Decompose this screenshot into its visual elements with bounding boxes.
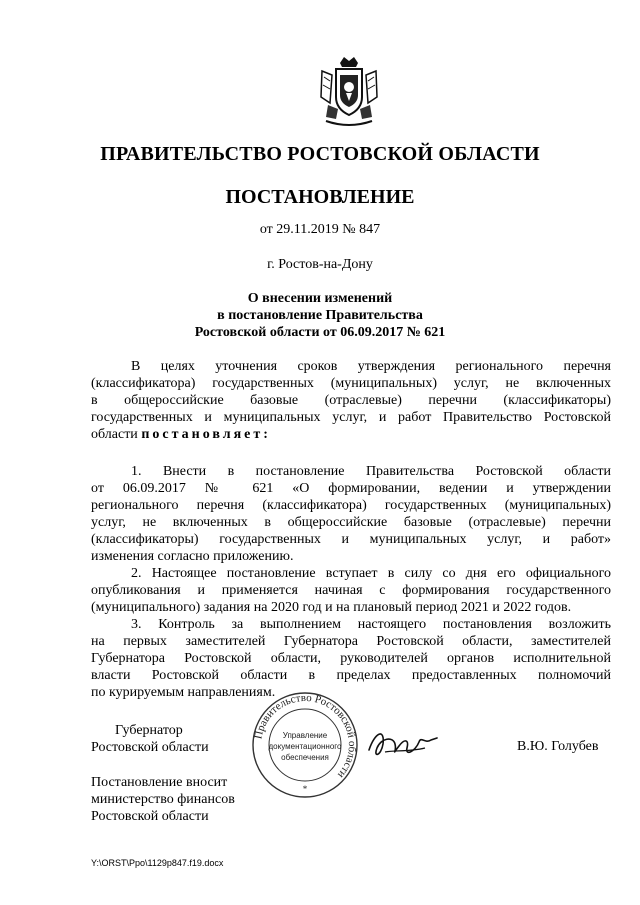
introduced-line: министерство финансов: [91, 792, 235, 807]
subject-line: в постановление Правительства: [217, 308, 423, 323]
subject-line: Ростовской области от 06.09.2017 № 621: [194, 325, 446, 340]
official-seal-stamp: [250, 690, 360, 800]
signatory-position: [91, 722, 209, 756]
text-line: услуг, не включенных в общероссийские базовые (отраслевые) перечни: [91, 515, 611, 530]
stamp-outer-text: Правительство Ростовской области: [252, 691, 359, 781]
text-line: на первых заместителей Губернатора Ростовской области, заместителей: [91, 634, 611, 649]
file-path-footer: Y:\ORST\Ppo\1129p847.f19.docx: [91, 858, 224, 868]
text-line: по курируемым направлениям.: [91, 685, 276, 700]
text-line: 3. Контроль за выполнением настоящего постановления возложить: [131, 617, 611, 632]
text-line: государственных и муниципальных услуг, и работ Правительство Ростовской: [91, 410, 611, 425]
stamp-inner-line: Управление: [282, 731, 328, 740]
decree-item-2: [91, 565, 611, 616]
document-date-number: от 29.11.2019 № 847: [259, 222, 381, 237]
stamp-inner-line: обеспечения: [281, 753, 329, 762]
text-line: в общероссийские базовые (отраслевые) перечни (классификаторы): [91, 393, 611, 408]
position-line: Губернатор: [115, 723, 183, 738]
text-line: власти Ростовской области в пределах предоставленных полномочий: [91, 668, 611, 683]
text-line: изменения согласно приложению.: [91, 549, 294, 564]
text-line: (муниципального) задания на 2020 год и на плановый период 2021 и 2022 годов.: [91, 600, 572, 615]
text-line: опубликования и применяется начиная с формирования государственного: [91, 583, 611, 598]
text-line: Губернатора Ростовской области, руководителей органов исполнительной: [91, 651, 611, 666]
introduced-line: Постановление вносит: [91, 775, 228, 790]
text-line: 1. Внести в постановление Правительства Ростовской области: [131, 464, 611, 479]
text-line: от 06.09.2017 № 621 «О формировании, ведении и утверждении: [91, 481, 611, 496]
handwritten-signature: [365, 722, 440, 764]
preamble-paragraph: [91, 358, 611, 443]
subject-line: О внесении изменений: [247, 291, 393, 306]
stamp-star-icon: *: [302, 784, 308, 794]
decree-item-3: [91, 616, 611, 701]
document-city: г. Ростов-на-Дону: [267, 257, 373, 272]
text-line: 2. Настоящее постановление вступает в силу со дня его официального: [131, 566, 611, 581]
text-line: (классификаторы) государственных и муниципальных услуг, и работ»: [91, 532, 611, 547]
introduced-by: [91, 774, 235, 825]
text-line: В целях уточнения сроков утверждения регионального перечня: [131, 359, 611, 374]
text-fragment: области: [91, 427, 138, 442]
text-line: регионального перечня (классификатора) государственных (муниципальных): [91, 498, 611, 513]
document-type: ПОСТАНОВЛЕНИЕ: [225, 186, 415, 208]
decree-item-1: [91, 463, 611, 565]
document-subject: [0, 290, 640, 341]
position-line: Ростовской области: [91, 740, 209, 755]
introduced-line: Ростовской области: [91, 809, 209, 824]
government-title: ПРАВИТЕЛЬСТВО РОСТОВСКОЙ ОБЛАСТИ: [100, 143, 540, 165]
coat-of-arms-emblem: [318, 57, 380, 127]
decree-verb: постановляет:: [141, 427, 271, 442]
text-line: (классификатора) государственных (муниципальных) услуг, не включенных: [91, 376, 611, 391]
stamp-inner-line: документационного: [268, 742, 342, 751]
text-line: [91, 426, 611, 443]
signer-name: В.Ю. Голубев: [517, 739, 599, 754]
